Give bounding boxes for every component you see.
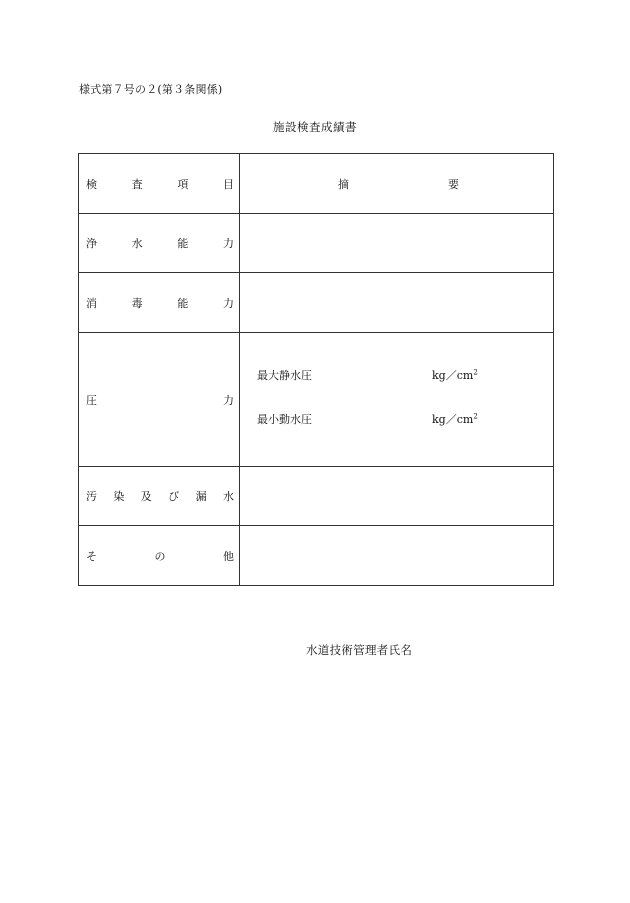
row-label-contamination-leakage: 汚 染 及 び 漏 水 <box>79 467 240 526</box>
row-value-contamination-leakage <box>240 467 554 526</box>
water-supply-manager-name-label: 水道技術管理者氏名 <box>306 643 413 657</box>
header-summary-label: 摘 要 <box>338 177 459 191</box>
row-value-water-purification <box>240 214 554 273</box>
header-summary-cell <box>240 154 554 214</box>
max-static-pressure-unit: $kg/cm^2$ <box>432 367 478 382</box>
table-header-row <box>79 154 554 214</box>
row-value-pressure <box>240 333 554 467</box>
row-label-other: そ の 他 <box>79 526 240 586</box>
table-row <box>79 526 554 586</box>
inspection-results-table <box>78 153 554 586</box>
document-title: 施設検査成績書 <box>273 120 357 134</box>
table-row <box>79 333 554 467</box>
min-dynamic-pressure-label: 最小動水圧 <box>257 412 312 426</box>
min-dynamic-pressure-unit: $kg/cm^2$ <box>432 411 478 426</box>
row-value-other <box>240 526 554 586</box>
row-label-pressure: 圧 力 <box>79 333 240 467</box>
row-label-water-purification: 浄 水 能 力 <box>79 214 240 273</box>
min-dynamic-pressure-line <box>257 411 553 433</box>
header-item-cell <box>79 154 240 214</box>
table-row <box>79 214 554 273</box>
row-label-disinfection: 消 毒 能 力 <box>79 273 240 333</box>
table-row <box>79 273 554 333</box>
row-value-disinfection <box>240 273 554 333</box>
max-static-pressure-line <box>257 367 553 389</box>
header-item-label: 検 査 項 目 <box>86 177 234 191</box>
max-static-pressure-label: 最大静水圧 <box>257 368 312 382</box>
table-row <box>79 467 554 526</box>
form-number: 様式第７号の２(第３条関係) <box>79 83 223 96</box>
